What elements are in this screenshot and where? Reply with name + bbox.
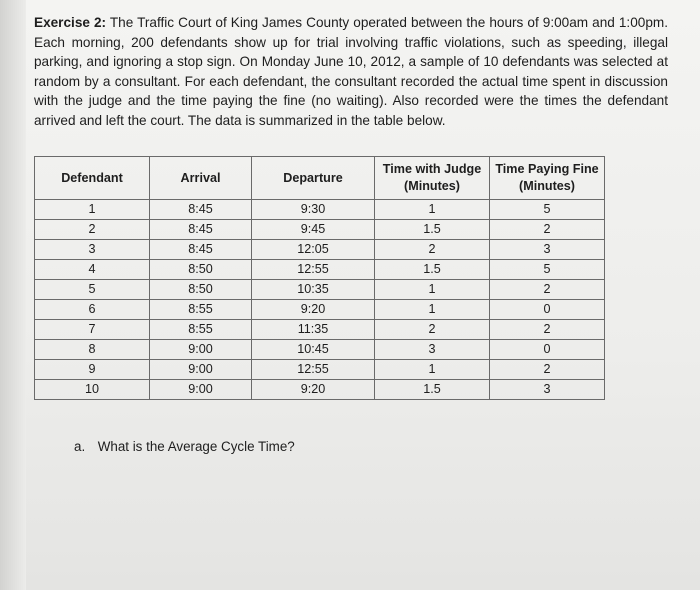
table-row [35,240,605,260]
cell-time-paying-fine: 0 [490,340,605,360]
cell-defendant: 10 [35,380,150,400]
cell-departure: 10:35 [252,280,375,300]
table-row [35,280,605,300]
cell-time-paying-fine: 2 [490,360,605,380]
cell-arrival: 8:45 [150,220,252,240]
cell-time-with-judge: 3 [375,340,490,360]
cell-time-paying-fine: 2 [490,320,605,340]
cell-departure: 12:55 [252,260,375,280]
cell-departure: 12:05 [252,240,375,260]
cell-defendant: 7 [35,320,150,340]
cell-departure: 12:55 [252,360,375,380]
cell-defendant: 5 [35,280,150,300]
cell-time-with-judge: 1 [375,280,490,300]
header-departure: Departure [252,157,375,200]
cell-time-with-judge: 1 [375,300,490,320]
cell-time-with-judge: 1.5 [375,220,490,240]
cell-time-with-judge: 1.5 [375,380,490,400]
cell-time-paying-fine: 3 [490,240,605,260]
cell-time-paying-fine: 0 [490,300,605,320]
table-row [35,380,605,400]
cell-time-paying-fine: 2 [490,280,605,300]
exercise-label: Exercise 2: [34,15,107,30]
cell-defendant: 2 [35,220,150,240]
cell-time-paying-fine: 2 [490,220,605,240]
cell-defendant: 1 [35,200,150,220]
cell-arrival: 9:00 [150,360,252,380]
cell-departure: 9:20 [252,300,375,320]
cell-time-paying-fine: 5 [490,260,605,280]
cell-defendant: 3 [35,240,150,260]
cell-departure: 9:45 [252,220,375,240]
table-row [35,200,605,220]
table-row [35,360,605,380]
cell-defendant: 6 [35,300,150,320]
page-shadow [0,0,26,590]
header-time-paying-fine: Time Paying Fine (Minutes) [490,157,605,200]
cell-time-paying-fine: 5 [490,200,605,220]
cell-arrival: 8:45 [150,200,252,220]
cell-arrival: 9:00 [150,380,252,400]
cell-defendant: 4 [35,260,150,280]
table-header-row [35,157,605,200]
cell-departure: 10:45 [252,340,375,360]
question-number: a. [74,439,86,454]
cell-time-with-judge: 2 [375,320,490,340]
cell-departure: 9:30 [252,200,375,220]
header-defendant: Defendant [35,157,150,200]
defendant-table [34,156,605,400]
header-time-with-judge: Time with Judge (Minutes) [375,157,490,200]
cell-arrival: 8:50 [150,260,252,280]
cell-time-with-judge: 2 [375,240,490,260]
table-row [35,260,605,280]
exercise-paragraph [34,13,668,131]
cell-arrival: 8:55 [150,320,252,340]
exercise-text: The Traffic Court of King James County operated between the hours of 9:00am and 1:00pm. Each morning, 200 defendants show up for trial involving traffic violations, such as speeding, illegal parking, and ignoring a stop sign. On Monday June 10, 2012, a sample of 10 defendants was selected at random by a consultant. For each defendant, the consultant recorded the actual time spent in discussion with the judge and the time paying the fine (no waiting). Also recorded were the times the defendant arrived and left the court. The data is summarized in the table below. [34,15,668,128]
table-body [35,200,605,400]
cell-arrival: 8:55 [150,300,252,320]
cell-arrival: 8:45 [150,240,252,260]
cell-defendant: 9 [35,360,150,380]
table-row [35,340,605,360]
cell-time-with-judge: 1 [375,360,490,380]
table-row [35,320,605,340]
cell-arrival: 8:50 [150,280,252,300]
cell-defendant: 8 [35,340,150,360]
question-a [74,439,295,454]
cell-departure: 9:20 [252,380,375,400]
cell-time-with-judge: 1.5 [375,260,490,280]
question-text: What is the Average Cycle Time? [97,439,295,454]
table-row [35,300,605,320]
cell-departure: 11:35 [252,320,375,340]
table-row [35,220,605,240]
cell-arrival: 9:00 [150,340,252,360]
cell-time-paying-fine: 3 [490,380,605,400]
cell-time-with-judge: 1 [375,200,490,220]
header-arrival: Arrival [150,157,252,200]
